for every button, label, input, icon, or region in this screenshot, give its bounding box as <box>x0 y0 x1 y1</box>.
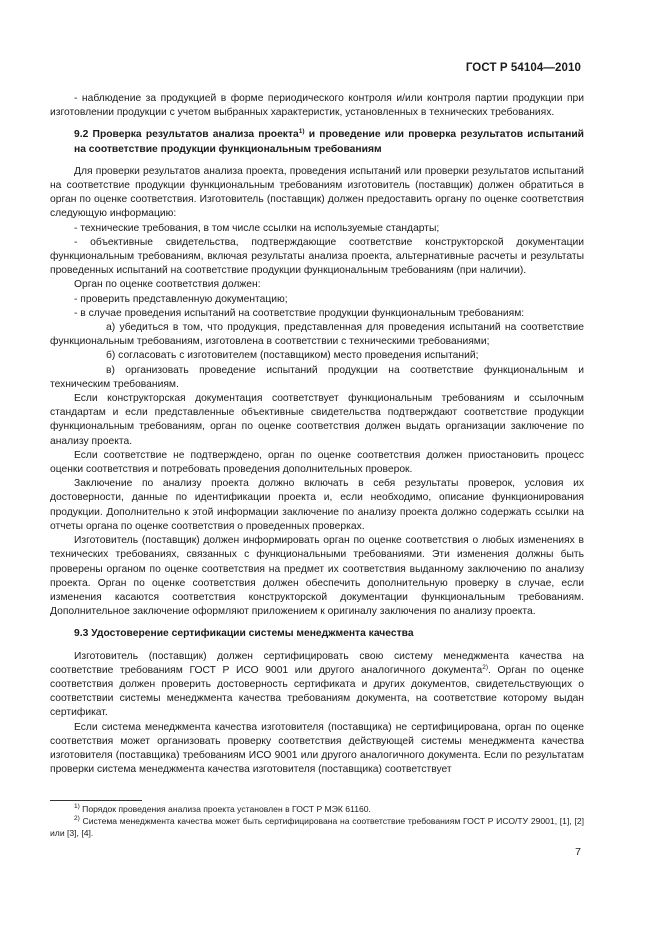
paragraph: Если система менеджмента качества изготовителя (поставщика) не сертифицирована, орган по оценке соответствия может организовать проверку соответствия действующей системы менеджмента качества изготовителя (поставщика) требованиям ИСО 9001 или другого аналогичного документа. Если по результатам проверки система менеджмента качества изготовителя (поставщика) соответствует <box>50 721 584 776</box>
paragraph: Изготовитель (поставщик) должен информировать орган по оценке соответствия о любых изменениях в технических требованиях, связанных с функциональными требованиями. Эти изменения должны быть проверены органом по оценке соответствия на предмет их соответствия выданному заключению по анализу проекта. Орган по оценке соответствия должен обеспечить дополнительную проверку в случае, если изменения касаются соответствия конструкторской документации функциональным требованиям. Дополнительное заключение оформляют приложением к оригиналу заключения по анализу проекта. <box>50 535 584 618</box>
footnote-text: Порядок проведения анализа проекта установлен в ГОСТ Р МЭК 61160. <box>79 804 371 814</box>
paragraph: Заключение по анализу проекта должно включать в себя результаты проверок, условия их достоверности, данные по идентификации проекта и, если необходимо, описание функционирования продукции. Дополнительно к этой информации заключение по анализу проекта должно содержать ссылки на отчеты органа по оценке соответствия о проведенных проверках. <box>50 478 584 532</box>
sub-list-item: б) согласовать с изготовителем (поставщиком) место проведения испытаний; <box>106 350 479 362</box>
paragraph: Если конструкторская документация соответствует функциональным требованиям и ссылочным стандартам и если представленные объективные свидетельства подтверждают соответствие продукции функциональным требованиям, орган по оценке соответствия должен выдать организации заключение по анализу проекта. <box>50 393 584 447</box>
footnotes <box>50 803 584 839</box>
intro-paragraph: - наблюдение за продукцией в форме периодического контроля и/или контроля партии продукции при изготовлении продукции с учетом выбранных характеристик, установленных в технических требованиях. <box>50 93 584 119</box>
sub-list-item: а) убедиться в том, что продукция, представленная для проведения испытаний на соответствие функциональным требованиям, изготовлена в соответствии с техническими требованиями; <box>50 322 584 348</box>
list-item: - технические требования, в том числе ссылки на используемые стандарты; <box>74 222 440 234</box>
section-9-2-title-a: 9.2 Проверка результатов анализа проекта <box>74 129 299 141</box>
section-9-2-heading <box>50 128 584 156</box>
paragraph: Орган по оценке соответствия должен: <box>74 279 261 291</box>
paragraph: Если соответствие не подтверждено, орган по оценке соответствия должен приостановить процесс оценки соответствия и потребовать проведения дополнительных проверок. <box>50 449 584 476</box>
footnote-divider <box>50 800 142 801</box>
section-9-3-heading: 9.3 Удостоверение сертификации системы менеджмента качества <box>74 628 414 640</box>
footnote-ref-2: 2) <box>482 663 488 671</box>
footnote-mark: 1) <box>74 803 80 810</box>
section-9-3-p1-a: Изготовитель (поставщик) должен сертифицировать свою систему менеджмента качества на соответствие требованиям ГОСТ Р ИСО 9001 или другого аналогичного документа <box>50 650 584 676</box>
footnote-text: Система менеджмента качества может быть сертифицирована на соответствие требованиям ГОСТ Р ИСО/ТУ 29001, [1], [2] или [3], [4]. <box>50 816 584 838</box>
document-body <box>50 92 584 777</box>
footnote-mark: 2) <box>74 815 80 822</box>
list-item: - объективные свидетельства, подтверждающие соответствие конструкторской документации функциональным требованиям, включая результаты анализа проекта, альтернативные расчеты и результаты проведенных испытаний на соответствие продукции функциональным требованиям (при наличии). <box>50 236 584 277</box>
section-9-3-p1-b: . Орган по оценке соответствия должен проверить достоверность сертификата и других документов, свидетельствующих о соответствии системы менеджмента качества требованиям документа, на соответствие которому выдан сертификат. <box>50 664 584 719</box>
sub-list-item: в) организовать проведение испытаний продукции на соответствие функциональным и техническим требованиям. <box>50 364 584 390</box>
page-header-standard: ГОСТ Р 54104—2010 <box>465 62 581 74</box>
page-number: 7 <box>575 846 581 858</box>
footnote-1 <box>50 803 584 815</box>
paragraph: Для проверки результатов анализа проекта, проведения испытаний или проверки результатов испытаний на соответствие продукции функциональным требованиям изготовитель (поставщик) должен обратиться в орган по оценке соответствия. Изготовитель (поставщик) должен предоставить органу по оценке соответствия следующую информацию: <box>50 165 584 220</box>
footnote-ref-1: 1) <box>298 128 305 136</box>
footnote-2 <box>50 815 584 839</box>
list-item: - проверить представленную документацию; <box>74 293 288 305</box>
section-9-2-title-b: и проведение или проверка результатов испытаний на соответствие продукции функциональным требованиям <box>74 129 585 155</box>
list-item: - в случае проведения испытаний на соответствие продукции функциональным требованиям: <box>74 307 525 319</box>
paragraph <box>50 650 584 721</box>
